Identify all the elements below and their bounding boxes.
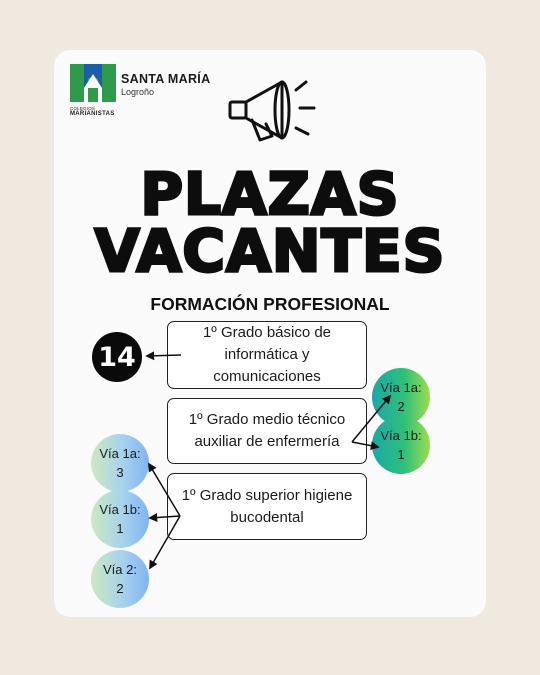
title-line1: PLAZAS	[140, 160, 400, 228]
via-value: 2	[397, 399, 405, 414]
connector-arrows	[54, 50, 486, 617]
arrow-medio-to-1a	[352, 396, 390, 442]
via-label: Vía 1b:	[99, 502, 141, 517]
via-label: Vía 1b:	[380, 428, 422, 443]
via-value: 2	[116, 581, 124, 596]
school-city: Logroño	[121, 87, 155, 97]
program-box-basico: 1º Grado básico de informática y comunicaciones	[167, 321, 367, 389]
total-badge: 14	[92, 332, 142, 382]
poster-card	[54, 50, 486, 617]
via-value: 1	[116, 521, 124, 536]
arrow-basico-to-badge	[147, 355, 181, 356]
school-name: SANTA MARÍA	[121, 72, 211, 86]
arrow-superior-to-1a	[149, 464, 180, 516]
program-box-superior: 1º Grado superior higiene bucodental	[167, 473, 367, 540]
school-network-line2: MARIANISTAS	[70, 111, 115, 117]
via-label: Vía 1a:	[380, 380, 422, 395]
program-box-medio: 1º Grado medio técnico auxiliar de enfermería	[167, 398, 367, 464]
via-value: 1	[397, 447, 405, 462]
arrow-superior-to-2	[150, 516, 180, 568]
arrow-superior-to-1b	[150, 516, 180, 518]
via-label: Vía 2:	[103, 562, 137, 577]
via-value: 3	[116, 465, 124, 480]
via-label: Vía 1a:	[99, 446, 141, 461]
school-network-line1: COLEGIOS	[70, 106, 96, 111]
subtitle: FORMACIÓN PROFESIONAL	[150, 294, 390, 314]
title-line2: VACANTES	[94, 217, 446, 285]
arrow-medio-to-1b	[352, 442, 378, 447]
